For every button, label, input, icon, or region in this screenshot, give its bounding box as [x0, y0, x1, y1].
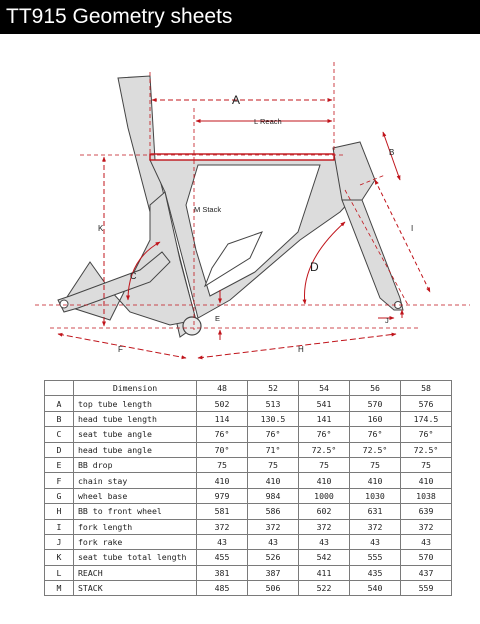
row-value: 555 [350, 550, 401, 565]
row-value: 411 [299, 565, 350, 580]
row-value: 141 [299, 411, 350, 426]
table-header-code [45, 381, 74, 396]
row-dimension-name: head tube angle [74, 442, 197, 457]
row-value: 372 [401, 519, 452, 534]
label-I: I [411, 224, 414, 233]
bb-circle [183, 317, 201, 335]
row-value: 984 [248, 488, 299, 503]
row-code: M [45, 581, 74, 596]
row-value: 75 [248, 457, 299, 472]
label-L-reach: L Reach [254, 117, 282, 126]
table-row [45, 581, 452, 596]
row-value: 130.5 [248, 411, 299, 426]
row-value: 410 [248, 473, 299, 488]
row-value: 570 [401, 550, 452, 565]
row-value: 114 [197, 411, 248, 426]
table-header-size: 54 [299, 381, 350, 396]
table-row [45, 504, 452, 519]
row-value: 70° [197, 442, 248, 457]
row-value: 437 [401, 565, 452, 580]
row-code: L [45, 565, 74, 580]
row-code: F [45, 473, 74, 488]
label-J: J [385, 316, 389, 325]
row-value: 576 [401, 396, 452, 411]
row-value: 43 [350, 534, 401, 549]
row-value: 43 [401, 534, 452, 549]
row-dimension-name: fork length [74, 519, 197, 534]
table-row [45, 534, 452, 549]
row-dimension-name: chain stay [74, 473, 197, 488]
row-dimension-name: BB drop [74, 457, 197, 472]
row-dimension-name: seat tube angle [74, 427, 197, 442]
row-value: 513 [248, 396, 299, 411]
row-dimension-name: STACK [74, 581, 197, 596]
row-dimension-name: wheel base [74, 488, 197, 503]
row-dimension-name: REACH [74, 565, 197, 580]
row-value: 455 [197, 550, 248, 565]
row-value: 485 [197, 581, 248, 596]
row-value: 174.5 [401, 411, 452, 426]
row-value: 75 [299, 457, 350, 472]
label-M-stack: M Stack [194, 205, 222, 214]
row-value: 43 [248, 534, 299, 549]
row-value: 1038 [401, 488, 452, 503]
table-header-size: 48 [197, 381, 248, 396]
row-value: 410 [299, 473, 350, 488]
row-value: 435 [350, 565, 401, 580]
row-value: 506 [248, 581, 299, 596]
row-value: 410 [350, 473, 401, 488]
row-value: 586 [248, 504, 299, 519]
table-row [45, 565, 452, 580]
row-value: 541 [299, 396, 350, 411]
row-value: 76° [248, 427, 299, 442]
row-value: 72.5° [350, 442, 401, 457]
row-code: A [45, 396, 74, 411]
row-code: C [45, 427, 74, 442]
label-A: A [232, 93, 241, 107]
label-E: E [215, 314, 221, 323]
label-D: D [310, 260, 319, 274]
row-value: 542 [299, 550, 350, 565]
row-value: 502 [197, 396, 248, 411]
table-header-size: 58 [401, 381, 452, 396]
row-value: 540 [350, 581, 401, 596]
row-value: 631 [350, 504, 401, 519]
row-value: 372 [197, 519, 248, 534]
row-value: 387 [248, 565, 299, 580]
label-C: C [130, 271, 137, 281]
row-value: 979 [197, 488, 248, 503]
row-code: I [45, 519, 74, 534]
row-value: 75 [197, 457, 248, 472]
row-value: 75 [401, 457, 452, 472]
row-value: 71° [248, 442, 299, 457]
row-value: 1030 [350, 488, 401, 503]
table-header-size: 52 [248, 381, 299, 396]
table-row [45, 411, 452, 426]
row-value: 76° [197, 427, 248, 442]
row-value: 43 [197, 534, 248, 549]
row-value: 602 [299, 504, 350, 519]
row-value: 570 [350, 396, 401, 411]
table-row [45, 550, 452, 565]
row-code: J [45, 534, 74, 549]
row-value: 410 [401, 473, 452, 488]
row-dimension-name: fork rake [74, 534, 197, 549]
row-dimension-name: BB to front wheel [74, 504, 197, 519]
label-F: F [118, 345, 123, 354]
label-B: B [389, 148, 395, 157]
row-value: 410 [197, 473, 248, 488]
row-value: 372 [299, 519, 350, 534]
label-K: K [98, 224, 104, 233]
row-value: 581 [197, 504, 248, 519]
table-row [45, 519, 452, 534]
row-code: H [45, 504, 74, 519]
table-row [45, 396, 452, 411]
table-row [45, 442, 452, 457]
table-header-dimension: Dimension [74, 381, 197, 396]
row-dimension-name: seat tube total length [74, 550, 197, 565]
table-row [45, 457, 452, 472]
row-code: K [45, 550, 74, 565]
row-code: B [45, 411, 74, 426]
table-header-size: 56 [350, 381, 401, 396]
row-value: 72.5° [401, 442, 452, 457]
table-header-row [45, 381, 452, 396]
row-value: 372 [248, 519, 299, 534]
table-body [45, 396, 452, 596]
table-row [45, 427, 452, 442]
row-value: 43 [299, 534, 350, 549]
row-dimension-name: head tube length [74, 411, 197, 426]
page-title: TT915 Geometry sheets [6, 5, 233, 28]
row-value: 372 [350, 519, 401, 534]
table-row [45, 473, 452, 488]
row-code: D [45, 442, 74, 457]
row-value: 76° [401, 427, 452, 442]
row-code: E [45, 457, 74, 472]
row-value: 559 [401, 581, 452, 596]
row-value: 381 [197, 565, 248, 580]
row-value: 75 [350, 457, 401, 472]
geometry-table [44, 380, 452, 596]
frame-geometry-diagram [0, 34, 480, 374]
row-dimension-name: top tube length [74, 396, 197, 411]
row-value: 526 [248, 550, 299, 565]
row-code: G [45, 488, 74, 503]
table-row [45, 488, 452, 503]
row-value: 639 [401, 504, 452, 519]
title-bar [0, 0, 480, 34]
rear-dropout-circle [60, 300, 68, 308]
row-value: 72.5° [299, 442, 350, 457]
label-H: H [298, 345, 304, 354]
row-value: 160 [350, 411, 401, 426]
row-value: 1000 [299, 488, 350, 503]
row-value: 76° [350, 427, 401, 442]
row-value: 76° [299, 427, 350, 442]
fork-shape [342, 200, 403, 310]
row-value: 522 [299, 581, 350, 596]
